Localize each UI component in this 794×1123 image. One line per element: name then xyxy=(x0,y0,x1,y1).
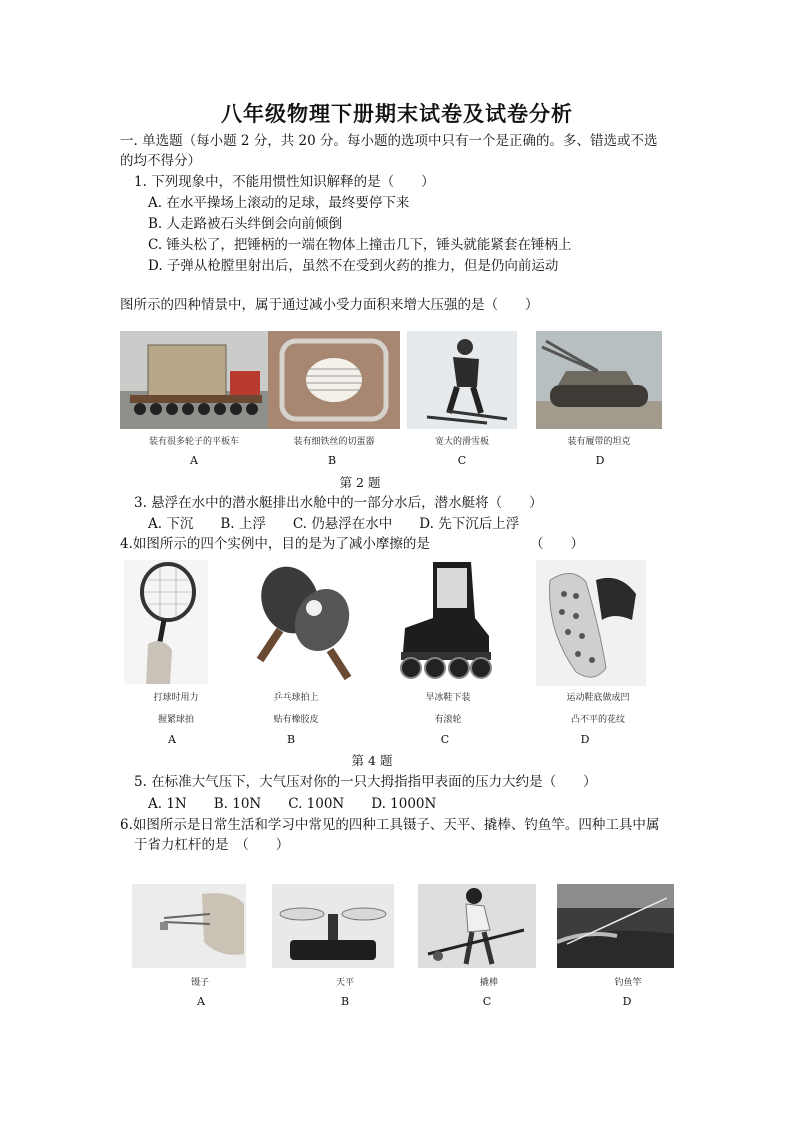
q6-caption-b: 天平 xyxy=(335,978,354,988)
q4-caption-c-line1: 旱冰鞋下装 xyxy=(425,693,471,703)
q2-letter-a: A xyxy=(190,454,198,467)
q2-figure-label: 第 2 题 xyxy=(339,475,381,490)
q6-letter-d: D xyxy=(622,995,632,1008)
q5-stem: 5. 在标准大气压下，大气压对你的一只大拇指指甲表面的压力大约是（ ） xyxy=(134,774,597,790)
skier-image xyxy=(407,331,517,429)
flatbed-truck-image xyxy=(120,331,268,429)
q3-options: A. 下沉 B. 上浮 C. 仍悬浮在水中 D. 先下沉后上浮 xyxy=(148,516,520,532)
q6-caption-a: 镊子 xyxy=(190,978,209,988)
q4-caption-a-line1: 打球时用力 xyxy=(153,693,199,703)
q4-figure-label: 第 4 题 xyxy=(351,753,393,768)
q2-letter-b: B xyxy=(327,454,337,467)
page-title: 八年级物理下册期末试卷及试卷分析 xyxy=(221,101,573,126)
q4-caption-b-line1: 乒乓球拍上 xyxy=(273,693,319,703)
q1-stem: 1. 下列现象中，不能用惯性知识解释的是（ ） xyxy=(134,174,435,190)
q6-stem-line2: 于省力杠杆的是 （ ） xyxy=(134,837,290,853)
q6-letter-b: B xyxy=(340,995,350,1008)
q1-option-d: D. 子弹从枪膛里射出后，虽然不在受到火药的推力，但是仍向前运动 xyxy=(148,258,559,274)
tweezers-image xyxy=(132,884,246,968)
fishing-rod-image xyxy=(557,884,674,968)
q2-letter-d: D xyxy=(595,454,605,467)
q3-stem: 3. 悬浮在水中的潜水艇排出水舱中的一部分水后，潜水艇将（ ） xyxy=(134,495,543,511)
q4-caption-d-line2: 凸不平的花纹 xyxy=(570,715,625,725)
q4-letter-a: A xyxy=(168,733,176,746)
q5-options: A. 1N B. 10N C. 100N D. 1000N xyxy=(148,796,437,812)
q6-caption-c: 撬棒 xyxy=(479,978,498,988)
inline-skate-image xyxy=(393,558,497,682)
section-header-line1: 一. 单选题（每小题 2 分，共 20 分。每小题的选项中只有一个是正确的。多、错选或不选 xyxy=(120,133,658,149)
sports-shoe-sole-image xyxy=(536,560,646,686)
ping-pong-paddle-image xyxy=(250,560,352,682)
q1-option-b: B. 人走路被石头绊倒会向前倾倒 xyxy=(148,216,343,232)
section-header-line2: 的均不得分） xyxy=(120,153,201,169)
q2-caption-d: 装有履带的坦克 xyxy=(567,437,631,447)
q6-letter-a: A xyxy=(197,995,205,1008)
q4-caption-a-line2: 握紧球拍 xyxy=(157,715,194,725)
crowbar-image xyxy=(418,884,536,968)
q4-caption-d-line1: 运动鞋底做成凹 xyxy=(566,693,630,703)
q2-caption-a: 装有很多轮子的平板车 xyxy=(148,437,239,447)
q6-stem-line1: 6.如图所示是日常生活和学习中常见的四种工具镊子、天平、撬棒、钓鱼竿。四种工具中属 xyxy=(120,817,660,833)
q4-answer-paren: （ ） xyxy=(530,536,584,552)
q1-option-a: A. 在水平操场上滚动的足球，最终要停下来 xyxy=(148,195,410,211)
q2-letter-c: C xyxy=(457,454,467,467)
q4-letter-b: B xyxy=(286,733,296,746)
tank-image xyxy=(536,331,662,429)
q2-caption-c: 宽大的滑雪板 xyxy=(434,437,489,447)
q1-option-c: C. 锤头松了，把锤柄的一端在物体上撞击几下，锤头就能紧套在锤柄上 xyxy=(148,237,572,253)
q4-letter-d: D xyxy=(580,733,590,746)
egg-slicer-image xyxy=(268,331,400,429)
q6-letter-c: C xyxy=(482,995,492,1008)
tennis-racket-image xyxy=(124,560,208,684)
q6-caption-d: 钓鱼竿 xyxy=(614,978,642,988)
q4-caption-b-line2: 贴有橡胶皮 xyxy=(273,715,319,725)
balance-scale-image xyxy=(272,884,394,968)
q4-caption-c-line2: 有滚轮 xyxy=(434,715,462,725)
q2-caption-b: 装有细铁丝的切蛋器 xyxy=(293,437,375,447)
q4-stem: 4.如图所示的四个实例中，目的是为了减小摩擦的是 xyxy=(120,536,430,552)
q4-letter-c: C xyxy=(440,733,450,746)
q2-stem: 图所示的四种情景中，属于通过减小受力面积来增大压强的是（ ） xyxy=(120,297,539,313)
